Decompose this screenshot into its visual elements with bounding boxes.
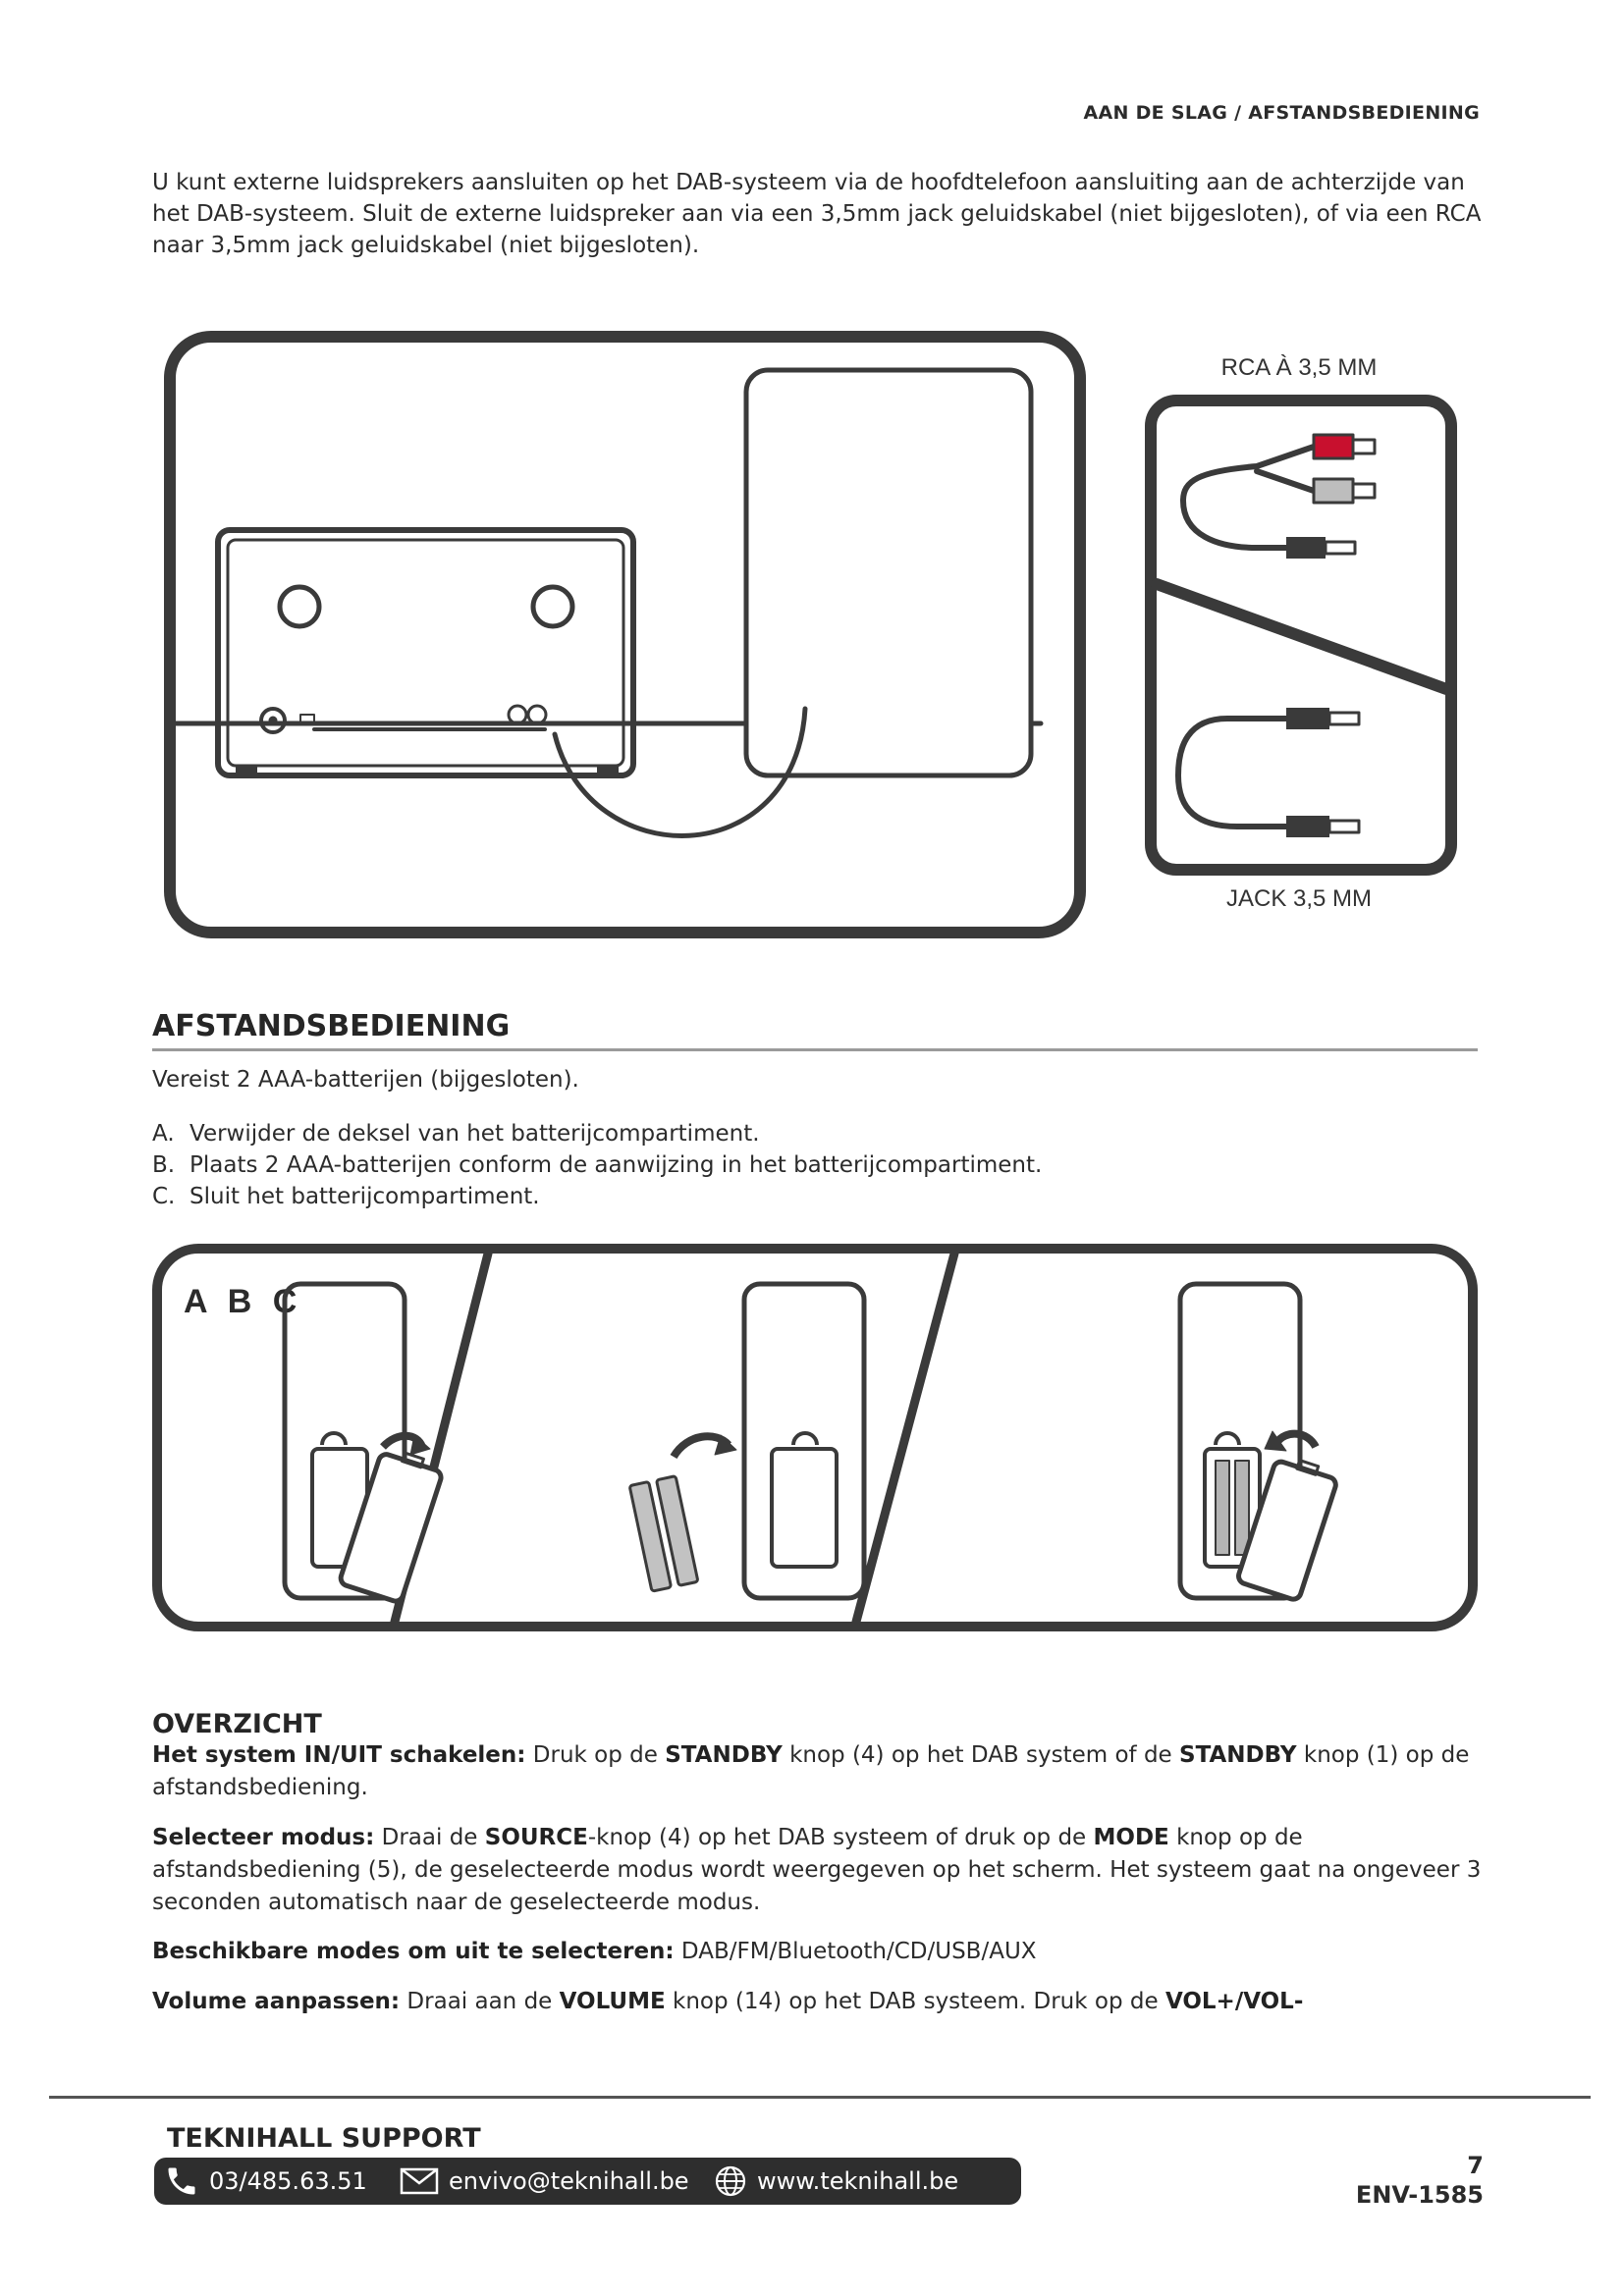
jack-label: JACK 3,5 MM [1225, 885, 1373, 912]
footer-divider [49, 2096, 1591, 2099]
heading-divider [152, 1048, 1478, 1051]
speaker-box-icon [746, 370, 1031, 775]
figure-abc-label: A B C [184, 1283, 303, 1320]
battery-steps [152, 1118, 1042, 1212]
overview-mode-paragraph: Selecteer modus: Draai de SOURCE-knop (4) op het DAB systeem of druk op de MODE knop op de afstandsbediening (5), de geselecteerde modus wordt weergegeven op het scherm. Het systeem gaat na ongeveer 3 seconden automatisch naar de geselecteerde modus. [152, 1825, 1482, 1915]
speaker-connection-figure [157, 324, 1473, 952]
overview-volume-paragraph: Volume aanpassen: Draai aan de VOLUME knop (14) op het DAB systeem. Druk op de VOL+/VOL- [152, 1989, 1304, 2014]
envelope-icon [400, 2166, 439, 2196]
step-text: Sluit het batterijcompartiment. [189, 1184, 540, 1209]
intro-paragraph: U kunt externe luidsprekers aansluiten op het DAB-systeem via de hoofdtelefoon aansluiting aan de achterzijde van het DAB-systeem. Sluit de externe luidspreker aan via een 3,5mm jack geluidskabel (niet bijgesloten), of via een RCA naar 3,5mm jack geluidskabel (niet bijgesloten). [152, 170, 1482, 258]
support-title: TEKNIHALL SUPPORT [167, 2123, 481, 2154]
website-url: www.teknihall.be [757, 2167, 959, 2195]
page-number: 7 [1467, 2152, 1484, 2179]
step-text: Verwijder de deksel van het batterijcompartiment. [189, 1121, 760, 1147]
step-item [152, 1149, 1042, 1181]
remote-insert-icon [629, 1284, 864, 1598]
step-letter: C. [152, 1184, 176, 1209]
section-header: AAN DE SLAG / AFSTANDSBEDIENING [1083, 102, 1480, 124]
jack-cable-icon [1178, 708, 1359, 837]
rca-label: RCA À 3,5 MM [1220, 354, 1378, 381]
support-website[interactable] [714, 2164, 958, 2198]
model-number: ENV-1585 [1355, 2181, 1484, 2209]
battery-steps-figure [147, 1239, 1483, 1631]
step-letter: B. [152, 1152, 176, 1178]
remote-close-icon [1180, 1284, 1340, 1601]
globe-icon [714, 2164, 747, 2198]
remote-open-icon [285, 1284, 445, 1603]
support-contact-bar [154, 2158, 1021, 2205]
aaa-batteries-icon [629, 1476, 698, 1592]
email-address: envivo@teknihall.be [449, 2167, 689, 2195]
rca-cable-icon [1183, 435, 1375, 559]
phone-number: 03/485.63.51 [209, 2167, 367, 2195]
step-item [152, 1118, 1042, 1149]
phone-icon [164, 2163, 199, 2199]
overview-power-paragraph: Het system IN/UIT schakelen: Druk op de STANDBY knop (4) op het DAB system of de STANDBY knop (1) op de afstandsbediening. [152, 1742, 1470, 1800]
overview-heading: OVERZICHT [152, 1709, 322, 1739]
step-text: Plaats 2 AAA-batterijen conform de aanwijzing in het batterijcompartiment. [189, 1152, 1043, 1178]
remote-heading: AFSTANDSBEDIENING [152, 1009, 511, 1043]
battery-requirement: Vereist 2 AAA-batterijen (bijgesloten). [152, 1067, 579, 1093]
dab-unit-back-icon [218, 530, 633, 777]
step-item [152, 1181, 1042, 1212]
support-email[interactable] [400, 2166, 714, 2196]
step-letter: A. [152, 1121, 175, 1147]
support-phone[interactable] [164, 2163, 400, 2199]
overview-modes-paragraph: Beschikbare modes om uit te selecteren: DAB/FM/Bluetooth/CD/USB/AUX [152, 1939, 1037, 1964]
